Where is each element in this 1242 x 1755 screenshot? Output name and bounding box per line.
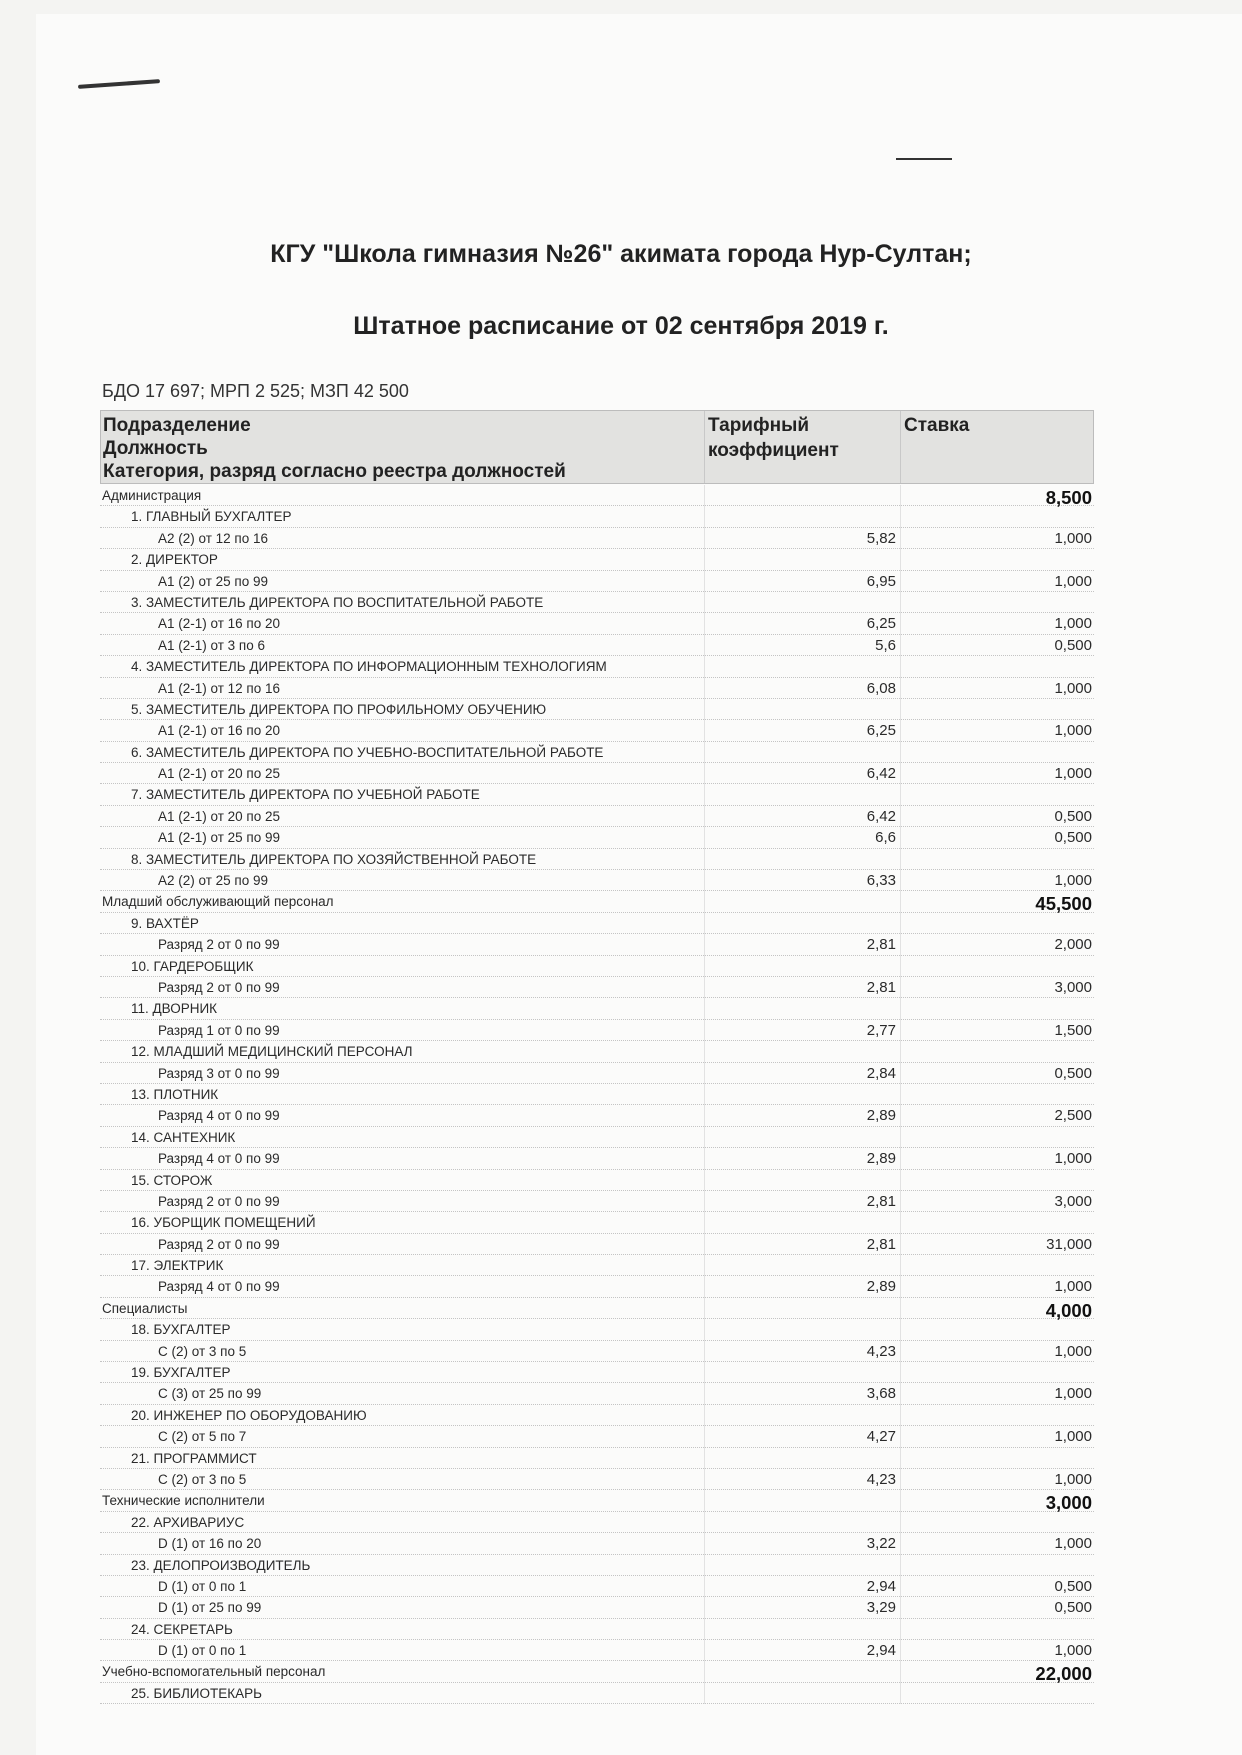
category-row: [100, 1640, 1094, 1661]
rate-value: 1,000: [1054, 572, 1092, 590]
position-row: [100, 1084, 1094, 1105]
position-row: [100, 784, 1094, 805]
coefficient-value: 3,29: [866, 1599, 896, 1617]
coefficient-value: 6,6: [875, 829, 896, 847]
row-label: А1 (2-1) от 16 по 20: [158, 723, 281, 739]
coefficient-value: 6,33: [866, 872, 896, 890]
rate-value: 0,500: [1054, 1064, 1092, 1082]
row-label: Младший обслуживающий персонал: [102, 894, 334, 910]
row-label: А1 (2) от 25 по 99: [158, 573, 269, 589]
row-label: 7. ЗАМЕСТИТЕЛЬ ДИРЕКТОРА ПО УЧЕБНОЙ РАБОТЕ: [131, 787, 480, 803]
position-row: [100, 1448, 1094, 1469]
position-row: [100, 1619, 1094, 1640]
row-label: 25. БИБЛИОТЕКАРЬ: [131, 1685, 262, 1701]
row-label: Разряд 4 от 0 по 99: [158, 1108, 280, 1124]
row-label: А1 (2-1) от 3 по 6: [158, 637, 265, 653]
position-row: [100, 998, 1094, 1019]
rate-value: 1,000: [1054, 1278, 1092, 1296]
header-col-coefficient: [705, 411, 901, 483]
header-label: Должность: [103, 438, 208, 459]
rate-value: 4,000: [1045, 1299, 1092, 1321]
row-label: 4. ЗАМЕСТИТЕЛЬ ДИРЕКТОРА ПО ИНФОРМАЦИОННЫМ ТЕХНОЛОГИЯМ: [131, 659, 607, 675]
coefficient-value: 6,08: [866, 679, 896, 697]
coefficient-value: 2,89: [866, 1278, 896, 1296]
rate-value: 1,000: [1054, 872, 1092, 890]
category-row: [100, 613, 1094, 634]
position-row: [100, 1255, 1094, 1276]
category-row: [100, 870, 1094, 891]
row-label: Учебно-вспомогательный персонал: [102, 1664, 326, 1680]
coefficient-value: 2,89: [866, 1150, 896, 1168]
rate-value: 1,000: [1054, 615, 1092, 633]
row-label: А2 (2) от 25 по 99: [158, 873, 269, 889]
coefficient-value: 2,81: [866, 936, 896, 954]
rate-value: 1,000: [1054, 529, 1092, 547]
category-row: [100, 571, 1094, 592]
row-label: Разряд 1 от 0 по 99: [158, 1022, 280, 1038]
coefficient-value: 2,81: [866, 1235, 896, 1253]
row-label: 9. ВАХТЁР: [131, 915, 199, 931]
row-label: Разряд 2 от 0 по 99: [158, 979, 280, 995]
row-label: Разряд 2 от 0 по 99: [158, 937, 280, 953]
row-label: Разряд 2 от 0 по 99: [158, 1236, 280, 1252]
coefficient-value: 4,23: [866, 1342, 896, 1360]
rate-value: 3,000: [1054, 1192, 1092, 1210]
rate-value: 1,000: [1054, 1342, 1092, 1360]
coefficient-value: 4,27: [866, 1428, 896, 1446]
rate-value: 2,000: [1054, 936, 1092, 954]
coefficient-value: 4,23: [866, 1470, 896, 1488]
position-row: [100, 742, 1094, 763]
category-row: [100, 1020, 1094, 1041]
rate-value: 3,000: [1054, 978, 1092, 996]
row-label: 2. ДИРЕКТОР: [131, 552, 218, 568]
category-row: [100, 1105, 1094, 1126]
header-label: Ставка: [904, 415, 970, 436]
row-label: Разряд 4 от 0 по 99: [158, 1279, 280, 1295]
category-row: [100, 1426, 1094, 1447]
row-label: С (2) от 3 по 5: [158, 1471, 247, 1487]
row-label: 5. ЗАМЕСТИТЕЛЬ ДИРЕКТОРА ПО ПРОФИЛЬНОМУ ОБУЧЕНИЮ: [131, 701, 547, 717]
section-row: [100, 1490, 1094, 1514]
position-row: [100, 1405, 1094, 1426]
header-col-position: [101, 411, 705, 483]
category-row: [100, 720, 1094, 741]
row-label: Администрация: [102, 488, 202, 503]
row-label: А2 (2) от 12 по 16: [158, 530, 269, 546]
position-row: [100, 549, 1094, 570]
header-label: коэффициент: [708, 440, 839, 461]
category-row: [100, 1341, 1094, 1362]
row-label: 1. ГЛАВНЫЙ БУХГАЛТЕР: [131, 509, 292, 525]
category-row: [100, 1383, 1094, 1404]
header-label: Категория, разряд согласно реестра должностей: [103, 461, 566, 482]
category-row: [100, 1576, 1094, 1597]
rate-value: 1,000: [1054, 722, 1092, 740]
row-label: 16. УБОРЩИК ПОМЕЩЕНИЙ: [131, 1215, 316, 1231]
category-row: [100, 1469, 1094, 1490]
row-label: 23. ДЕЛОПРОИЗВОДИТЕЛЬ: [131, 1557, 311, 1573]
row-label: 24. СЕКРЕТАРЬ: [131, 1621, 233, 1637]
position-row: [100, 506, 1094, 527]
category-row: [100, 934, 1094, 955]
rate-value: 1,000: [1054, 765, 1092, 783]
position-row: [100, 1512, 1094, 1533]
category-row: [100, 678, 1094, 699]
row-label: Специалисты: [102, 1300, 188, 1316]
coefficient-value: 2,81: [866, 1192, 896, 1210]
section-row: [100, 1298, 1094, 1319]
row-label: С (3) от 25 по 99: [158, 1386, 262, 1402]
rate-value: 0,500: [1054, 636, 1092, 654]
category-row: [100, 1063, 1094, 1084]
section-row: [100, 1661, 1094, 1685]
rate-value: 31,000: [1046, 1235, 1092, 1253]
row-label: А1 (2-1) от 20 по 25: [158, 766, 281, 782]
position-row: [100, 913, 1094, 934]
rate-value: 8,500: [1045, 487, 1092, 508]
row-label: 17. ЭЛЕКТРИК: [131, 1258, 224, 1274]
coefficient-value: 5,6: [875, 636, 896, 654]
category-row: [100, 635, 1094, 656]
position-row: [100, 1319, 1094, 1340]
rate-value: 0,500: [1054, 829, 1092, 847]
coefficient-value: 2,89: [866, 1107, 896, 1125]
rate-value: 0,500: [1054, 1577, 1092, 1595]
row-label: А1 (2-1) от 25 по 99: [158, 830, 281, 846]
position-row: [100, 1683, 1094, 1704]
row-label: А1 (2-1) от 20 по 25: [158, 808, 281, 824]
coefficient-value: 6,95: [866, 572, 896, 590]
position-row: [100, 1362, 1094, 1383]
row-label: 3. ЗАМЕСТИТЕЛЬ ДИРЕКТОРА ПО ВОСПИТАТЕЛЬНОЙ РАБОТЕ: [131, 594, 544, 610]
coefficient-value: 2,94: [866, 1642, 896, 1660]
rate-value: 1,000: [1054, 679, 1092, 697]
rate-value: 1,500: [1054, 1021, 1092, 1039]
coefficient-value: 2,77: [866, 1021, 896, 1039]
section-row: [100, 485, 1094, 506]
header-label: Подразделение: [103, 415, 251, 436]
row-label: Разряд 4 от 0 по 99: [158, 1151, 280, 1167]
rate-value: 0,500: [1054, 1599, 1092, 1617]
position-row: [100, 592, 1094, 613]
category-row: [100, 977, 1094, 998]
row-label: А1 (2-1) от 16 по 20: [158, 616, 281, 632]
rate-value: 22,000: [1035, 1663, 1092, 1685]
coefficient-value: 6,25: [866, 722, 896, 740]
category-row: [100, 763, 1094, 784]
rate-value: 45,500: [1035, 893, 1092, 915]
row-label: 14. САНТЕХНИК: [131, 1129, 236, 1145]
row-label: С (2) от 5 по 7: [158, 1429, 247, 1445]
position-row: [100, 849, 1094, 870]
header-col-rate: [901, 411, 1093, 483]
header-label: Тарифный: [708, 415, 809, 436]
row-label: 22. АРХИВАРИУС: [131, 1514, 245, 1530]
row-label: D (1) от 0 по 1: [158, 1643, 247, 1659]
row-label: 12. МЛАДШИЙ МЕДИЦИНСКИЙ ПЕРСОНАЛ: [131, 1044, 413, 1060]
coefficient-value: 6,42: [866, 807, 896, 825]
row-label: D (1) от 0 по 1: [158, 1578, 247, 1594]
rate-value: 1,000: [1054, 1428, 1092, 1446]
row-label: 19. БУХГАЛТЕР: [131, 1365, 231, 1381]
category-row: [100, 528, 1094, 549]
table-header: [100, 410, 1094, 484]
coefficient-value: 6,25: [866, 615, 896, 633]
row-label: 8. ЗАМЕСТИТЕЛЬ ДИРЕКТОРА ПО ХОЗЯЙСТВЕННОЙ РАБОТЕ: [131, 851, 537, 867]
row-label: 10. ГАРДЕРОБЩИК: [131, 958, 254, 974]
position-row: [100, 956, 1094, 977]
parameters-line: БДО 17 697; МРП 2 525; МЗП 42 500: [102, 381, 409, 401]
row-label: 20. ИНЖЕНЕР ПО ОБОРУДОВАНИЮ: [131, 1407, 367, 1423]
staff-table-body: [100, 485, 1094, 1704]
coefficient-value: 2,81: [866, 978, 896, 996]
category-row: [100, 806, 1094, 827]
rate-value: 1,000: [1054, 1535, 1092, 1553]
position-row: [100, 699, 1094, 720]
category-row: [100, 1148, 1094, 1169]
row-label: 13. ПЛОТНИК: [131, 1086, 219, 1102]
category-row: [100, 827, 1094, 848]
rate-value: 2,500: [1054, 1107, 1092, 1125]
rate-value: 1,000: [1054, 1150, 1092, 1168]
rate-value: 0,500: [1054, 807, 1092, 825]
category-row: [100, 1234, 1094, 1255]
position-row: [100, 1170, 1094, 1191]
coefficient-value: 5,82: [866, 529, 896, 547]
document-title: КГУ "Школа гимназия №26" акимата города Нур-Султан;: [270, 240, 972, 268]
row-label: Разряд 2 от 0 по 99: [158, 1193, 280, 1209]
category-row: [100, 1533, 1094, 1554]
document-subtitle: Штатное расписание от 02 сентября 2019 г.: [353, 312, 889, 340]
category-row: [100, 1597, 1094, 1618]
row-label: D (1) от 16 по 20: [158, 1536, 262, 1552]
row-label: 21. ПРОГРАММИСТ: [131, 1450, 257, 1466]
row-label: 15. СТОРОЖ: [131, 1172, 213, 1188]
row-label: С (2) от 3 по 5: [158, 1343, 247, 1359]
pen-mark-underline: [896, 158, 952, 160]
row-label: D (1) от 25 по 99: [158, 1600, 262, 1616]
rate-value: 3,000: [1045, 1492, 1092, 1514]
rate-value: 1,000: [1054, 1642, 1092, 1660]
position-row: [100, 1041, 1094, 1062]
category-row: [100, 1276, 1094, 1297]
rate-value: 1,000: [1054, 1385, 1092, 1403]
section-row: [100, 891, 1094, 915]
coefficient-value: 6,42: [866, 765, 896, 783]
rate-value: 1,000: [1054, 1470, 1092, 1488]
row-label: А1 (2-1) от 12 по 16: [158, 680, 281, 696]
position-row: [100, 1555, 1094, 1576]
coefficient-value: 2,84: [866, 1064, 896, 1082]
row-label: Разряд 3 от 0 по 99: [158, 1065, 280, 1081]
row-label: 6. ЗАМЕСТИТЕЛЬ ДИРЕКТОРА ПО УЧЕБНО-ВОСПИТАТЕЛЬНОЙ РАБОТЕ: [131, 744, 604, 760]
category-row: [100, 1191, 1094, 1212]
row-label: 18. БУХГАЛТЕР: [131, 1322, 231, 1338]
coefficient-value: 3,22: [866, 1535, 896, 1553]
position-row: [100, 1127, 1094, 1148]
row-label: 11. ДВОРНИК: [131, 1001, 218, 1017]
position-row: [100, 656, 1094, 677]
coefficient-value: 2,94: [866, 1577, 896, 1595]
coefficient-value: 3,68: [866, 1385, 896, 1403]
position-row: [100, 1212, 1094, 1233]
row-label: Технические исполнители: [102, 1493, 265, 1509]
